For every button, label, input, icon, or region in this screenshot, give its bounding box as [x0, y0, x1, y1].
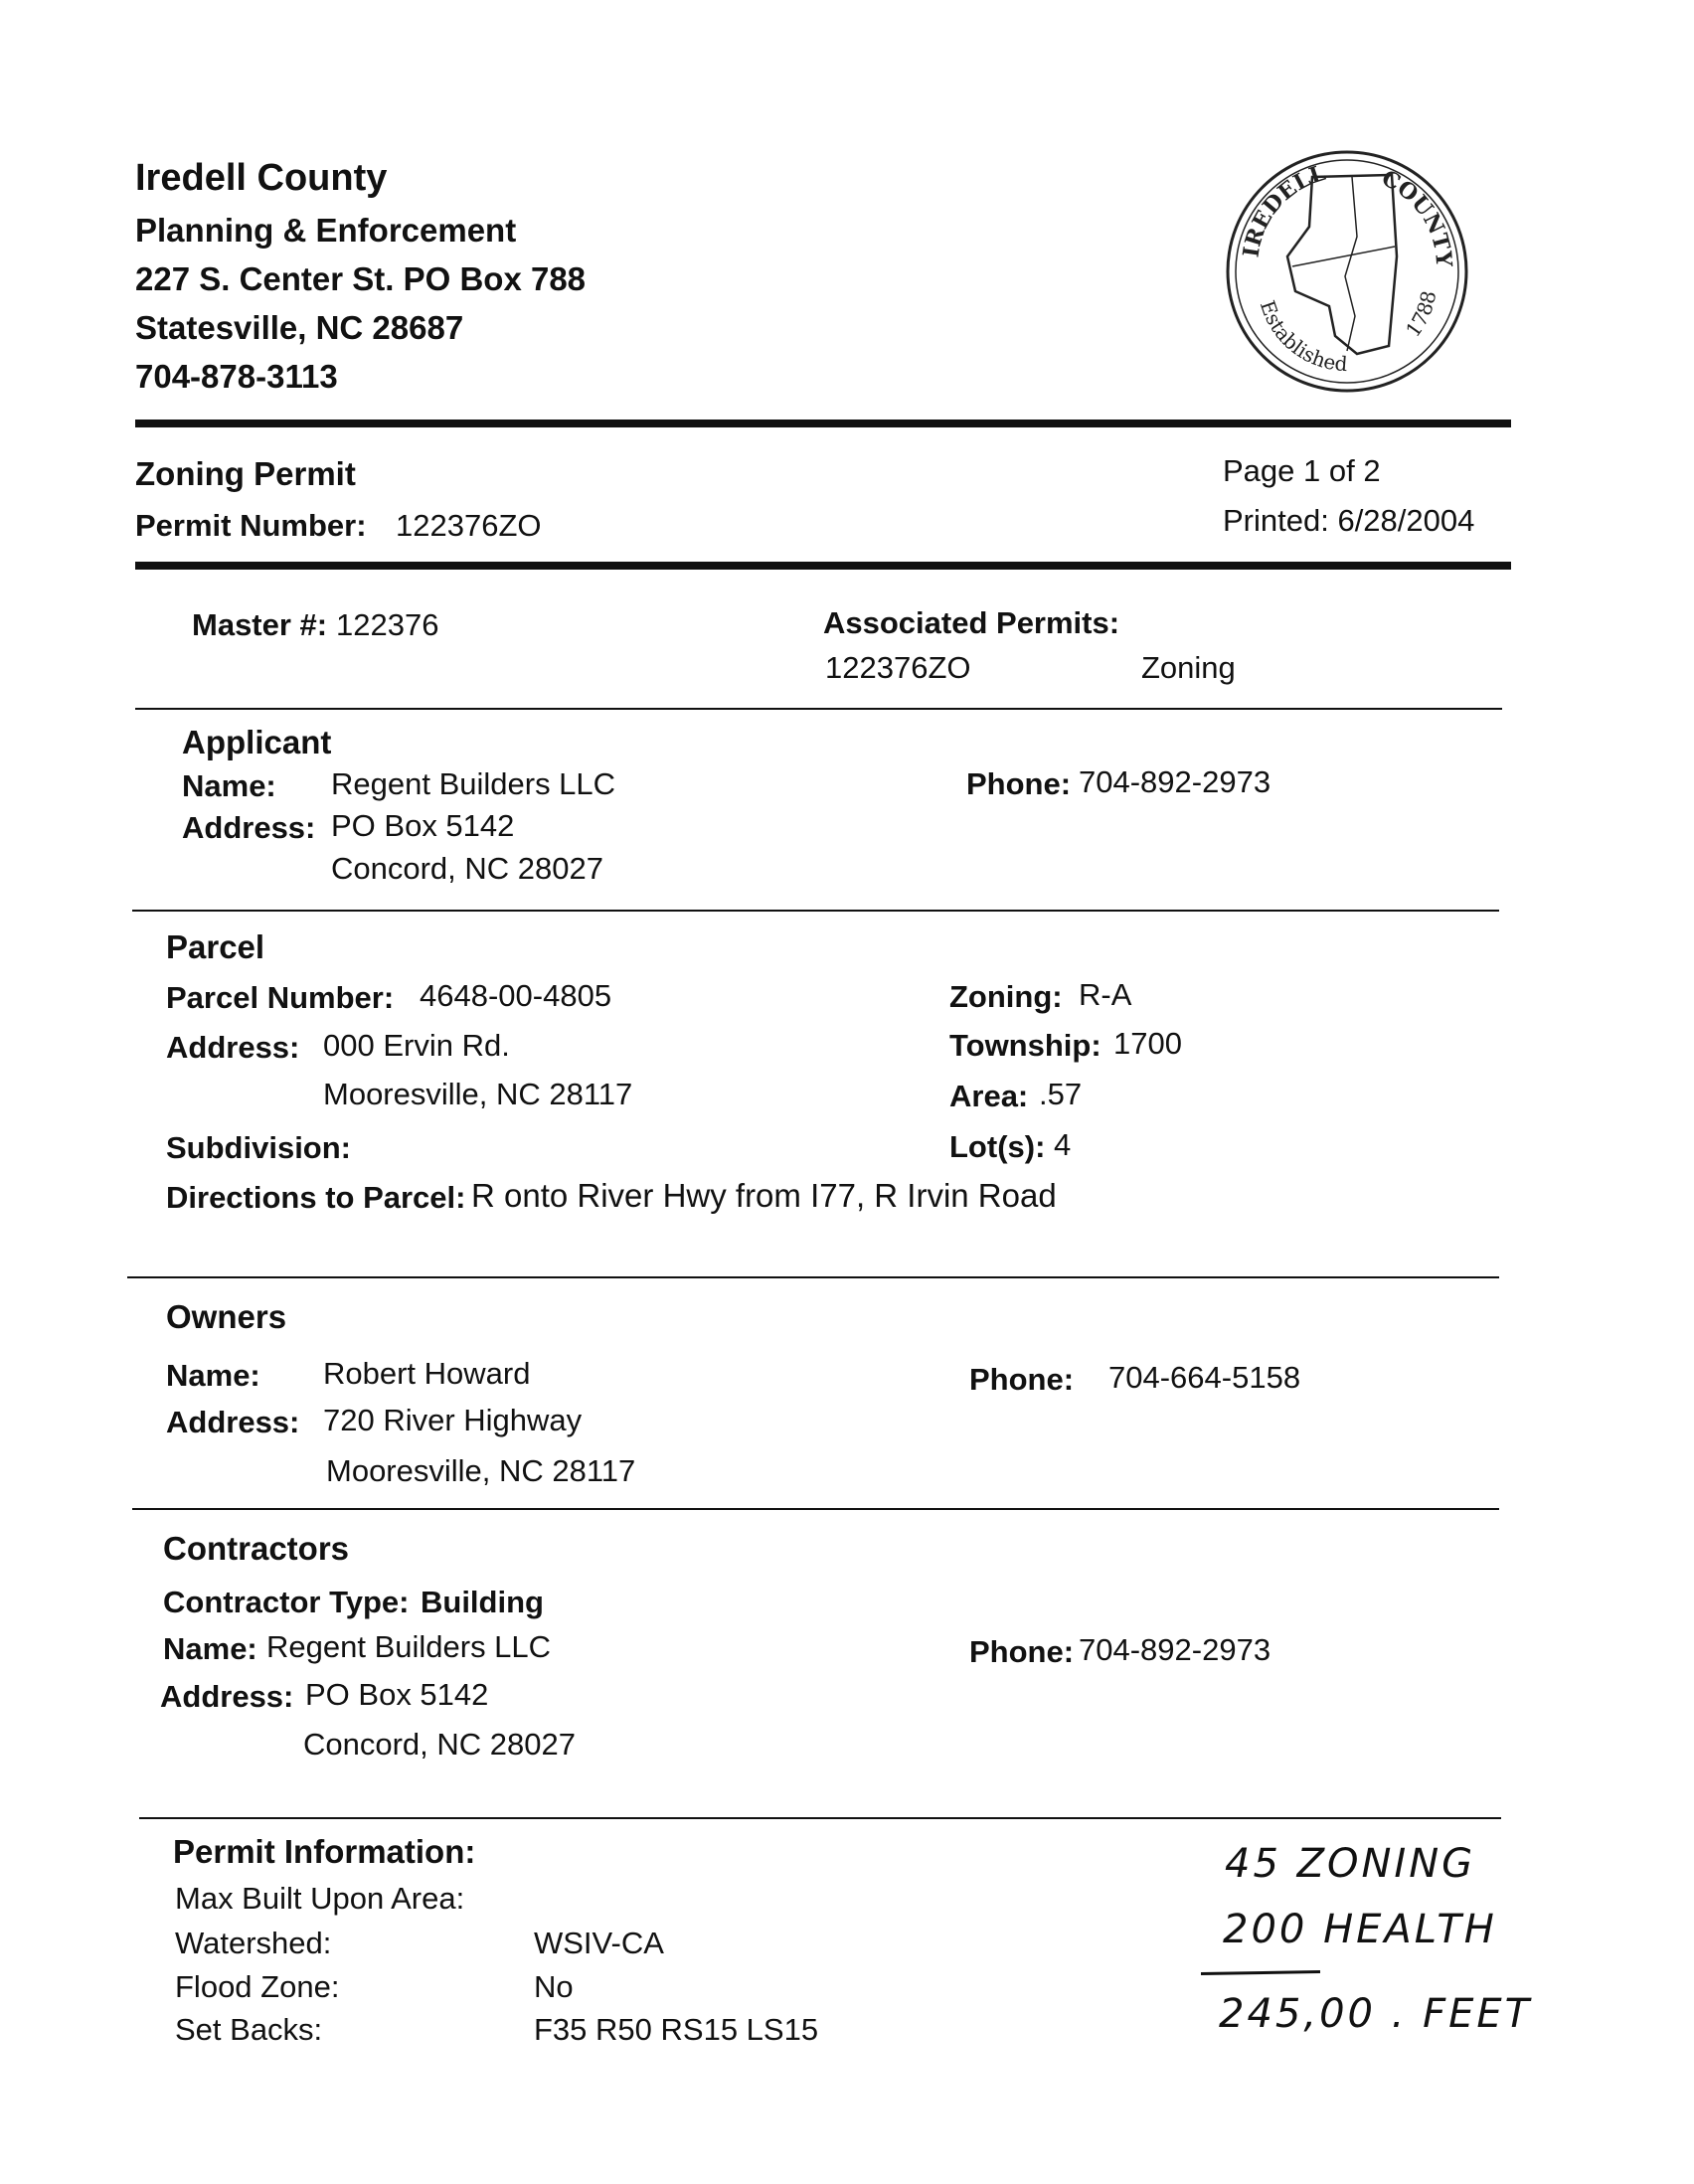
permit-info-heading: Permit Information:: [173, 1833, 476, 1870]
divider: [139, 1817, 1501, 1819]
watershed-value: WSIV-CA: [534, 1926, 664, 1960]
handwritten-note-line-2: 200 HEALTH: [1223, 1907, 1497, 1952]
seal-top-text: IREDELL: [1238, 159, 1329, 259]
contractor-address-label: Address:: [160, 1679, 294, 1714]
header-address-1: 227 S. Center St. PO Box 788: [135, 260, 587, 297]
contractor-name-label: Name:: [163, 1631, 257, 1666]
flood-zone-label: Flood Zone:: [175, 1969, 340, 2004]
applicant-phone: 704-892-2973: [1079, 764, 1271, 799]
applicant-address-label: Address:: [182, 810, 316, 845]
township-value: 1700: [1113, 1026, 1182, 1061]
contractor-phone: 704-892-2973: [1079, 1632, 1271, 1667]
seal-right-text: COUNTY: [1377, 165, 1457, 268]
master-number: 122376: [336, 607, 439, 642]
directions-label: Directions to Parcel:: [166, 1180, 466, 1215]
owner-address-2: Mooresville, NC 28117: [326, 1453, 636, 1488]
header-rule: [135, 420, 1511, 427]
divider: [132, 910, 1499, 912]
applicant-address-2: Concord, NC 28027: [331, 851, 603, 886]
permit-title: Zoning Permit: [135, 455, 356, 492]
contractor-phone-label: Phone:: [969, 1634, 1075, 1669]
handwritten-underline: [1201, 1970, 1320, 1975]
header-address-2: Statesville, NC 28687: [135, 309, 464, 346]
associated-permits-label: Associated Permits:: [823, 605, 1120, 640]
org-name: Iredell County: [135, 157, 388, 199]
lots-value: 4: [1054, 1127, 1072, 1162]
owner-name-label: Name:: [166, 1358, 260, 1393]
contractor-address-1: PO Box 5142: [305, 1677, 489, 1712]
owner-phone: 704-664-5158: [1108, 1360, 1301, 1395]
area-label: Area:: [949, 1079, 1029, 1113]
contractor-type-label: Contractor Type:: [163, 1585, 410, 1619]
owner-phone-label: Phone:: [969, 1362, 1075, 1397]
setbacks-label: Set Backs:: [175, 2012, 323, 2047]
parcel-number: 4648-00-4805: [420, 978, 612, 1013]
setbacks-value: F35 R50 RS15 LS15: [534, 2012, 819, 2047]
subdivision-label: Subdivision:: [166, 1130, 351, 1165]
svg-text:IREDELL: [1238, 160, 1328, 259]
printed-date: Printed: 6/28/2004: [1223, 503, 1475, 538]
lots-label: Lot(s):: [949, 1129, 1046, 1164]
applicant-phone-label: Phone:: [966, 766, 1072, 801]
parcel-address-label: Address:: [166, 1030, 300, 1065]
township-label: Township:: [949, 1028, 1101, 1063]
contractor-type: Building: [421, 1585, 544, 1619]
area-value: .57: [1039, 1077, 1083, 1111]
svg-text:1788: [1401, 288, 1440, 341]
seal-year: 1788: [1401, 288, 1441, 342]
zoning-label: Zoning:: [949, 979, 1063, 1014]
seal-bottom-text: Established: [1255, 297, 1349, 377]
applicant-name: Regent Builders LLC: [331, 766, 616, 801]
page-indicator: Page 1 of 2: [1223, 453, 1381, 488]
county-seal-icon: [1218, 147, 1476, 396]
contractor-address-2: Concord, NC 28027: [303, 1727, 576, 1762]
divider: [127, 1276, 1499, 1278]
parcel-address-1: 000 Ervin Rd.: [323, 1028, 510, 1063]
handwritten-note-line-3: 245,00 . FEET: [1219, 1991, 1533, 2037]
contractors-heading: Contractors: [163, 1530, 350, 1567]
parcel-address-2: Mooresville, NC 28117: [323, 1077, 633, 1111]
associated-permit-number: 122376ZO: [825, 650, 971, 685]
zoning-value: R-A: [1079, 977, 1132, 1012]
watershed-label: Watershed:: [175, 1926, 332, 1960]
applicant-name-label: Name:: [182, 768, 276, 803]
permit-number: 122376ZO: [396, 508, 542, 543]
contractor-name: Regent Builders LLC: [266, 1629, 552, 1664]
applicant-heading: Applicant: [182, 724, 332, 760]
flood-zone-value: No: [534, 1969, 574, 2004]
department: Planning & Enforcement: [135, 212, 517, 249]
max-built-label: Max Built Upon Area:: [175, 1881, 465, 1916]
parcel-number-label: Parcel Number:: [166, 980, 395, 1015]
permit-number-label: Permit Number:: [135, 508, 367, 543]
divider: [135, 708, 1502, 710]
applicant-address-1: PO Box 5142: [331, 808, 515, 843]
owners-heading: Owners: [166, 1298, 287, 1335]
directions: R onto River Hwy from I77, R Irvin Road: [471, 1177, 1057, 1214]
divider: [132, 1508, 1499, 1510]
associated-permit-type: Zoning: [1141, 650, 1236, 685]
handwritten-note-line-1: 45 ZONING: [1225, 1841, 1476, 1887]
master-label: Master #:: [192, 607, 328, 642]
parcel-heading: Parcel: [166, 928, 265, 965]
owner-name: Robert Howard: [323, 1356, 531, 1391]
header-phone: 704-878-3113: [135, 358, 338, 395]
owner-address-label: Address:: [166, 1405, 300, 1439]
permit-rule: [135, 562, 1511, 570]
owner-address-1: 720 River Highway: [323, 1403, 583, 1437]
